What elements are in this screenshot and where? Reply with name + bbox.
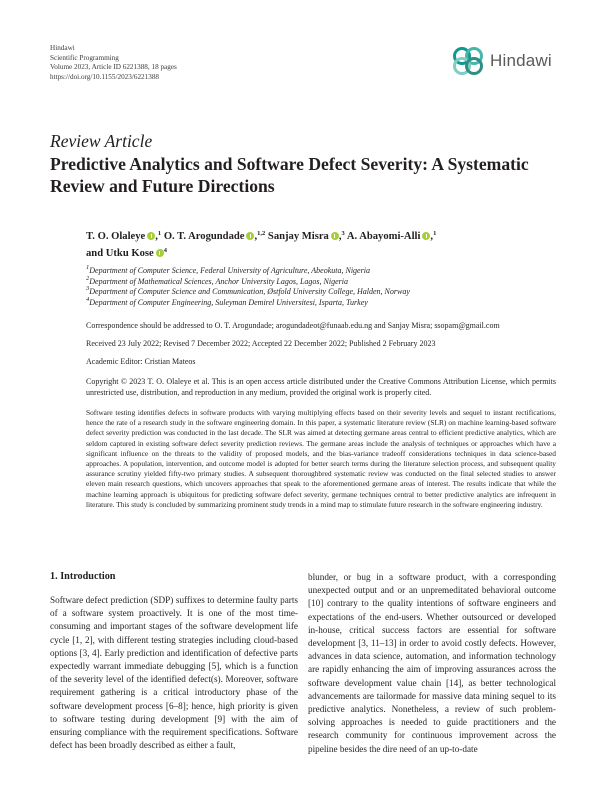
affiliation-text: Department of Computer Science and Communication, Østfold University College, Halden, Norway [89, 287, 410, 296]
author-connector: and [86, 248, 104, 259]
author-affil-ref: 1 [157, 230, 162, 237]
logo-wordmark: Hindawi [490, 51, 552, 70]
orcid-icon[interactable] [147, 232, 155, 240]
intro-column-right: blunder, or bug in a software product, with a corresponding unexpected output and or an unpremeditated behavioral outcome [10] contrary to the quality intentions of software engineers and expectations of the end-users. Whether outsourced or developed in-house, critical success factors are essential for software development [3, 11–13] in order to avoid costly defects. However, advances in data science, automation, and information technology are rapidly enhancing the aim of improving assurances across the software development value chain [14], as better technological advancements are tailormade for massive data mining sequel to its predictive analytics. Nonetheless, a review of such problem-solving approaches is needed to guide practitioners and the research community for continuous improvement across the pipeline besides the dire need of an up-to-date [308, 572, 556, 754]
affiliation-item [86, 295, 556, 309]
affiliation-list [86, 266, 556, 308]
orcid-icon[interactable] [156, 249, 164, 257]
abstract: Software testing identifies defects in software products with varying multiplying effects based on their severity levels and sequel to instant rectifications, hence the rate of a research study in the software engineering domain. In this paper, a systematic literature review (SLR) on machine learning-based software defect severity prediction was conducted in the last decade. The SLR was aimed at detecting germane areas central to efficient predictive analytics, which are seldom captured in existing software defect severity prediction reviews. The germane areas include the analysis of techniques or approaches which have a significant influence on the threats to the validity of proposed models, and the bias-variance tradeoff considerations techniques in data science-based approaches. A population, intervention, and outcome model is adopted for better search terms during the literature selection process, and subsequent quality assurance scrutiny yielded fifty-two primary studies. A subsequent thoroughbred systematic review was conducted on the final selected studies to answer eleven main research questions, which uncovers approaches that speak to the aforementioned germane areas of interest. The results indicate that while the machine learning approach is ubiquitous for predicting software defect severity, germane techniques central to better predictive analytics are infrequent in literature. This study is concluded by summarizing prominent study trends in a mind map to stimulate future research in the software engineering industry. [86, 408, 556, 509]
affiliation-num: 1 [86, 264, 90, 271]
affiliation-text: Department of Computer Engineering, Suleyman Demirel Universitesi, Isparta, Turkey [89, 297, 368, 307]
affiliation-item [86, 266, 556, 277]
doi-link[interactable]: https://doi.org/10.1155/2023/6221388 [50, 72, 160, 81]
author-name: Sanjay Misra [267, 231, 329, 242]
affiliation-item [86, 274, 556, 288]
author-name: Utku Kose [105, 248, 154, 259]
journal-header [50, 44, 177, 82]
author-name: A. Abayomi-Alli [346, 231, 421, 242]
author-affil-ref: 4 [163, 247, 167, 254]
hindawi-logo-icon [451, 47, 485, 75]
orcid-icon[interactable] [331, 232, 339, 240]
author-list: T. O. Olaleye ,$^1$ O. T. Arogundade ,$^{1,2}$ Sanjay Misra ,$^3$ A. Abayomi-Alli ,$^1$ and Utku Kose $^4$ [86, 230, 437, 259]
affiliation-item [86, 287, 556, 298]
article-type: Review Article [50, 131, 153, 151]
author-affil-ref: 1 [433, 230, 437, 237]
author-affil-ref: 3 [341, 230, 345, 237]
publication-dates: Received 23 July 2022; Revised 7 December 2022; Accepted 22 December 2022; Published 2 February 2023 [86, 339, 436, 348]
publisher-name: Hindawi [50, 44, 75, 52]
affiliation-text: Department of Mathematical Sciences, Anchor University Lagos, Lagos, Nigeria [89, 276, 348, 286]
author-name: O. T. Arogundade [163, 231, 245, 242]
affiliation-num: 3 [86, 285, 90, 292]
author-affil-ref: 1,2 [257, 230, 266, 237]
intro-column-left: Software defect prediction (SDP) suffixes to determine faulty parts of a software system proactively. It is one of the most time-consuming and important stages of the software development life cycle [1, 2], with different testing strategies including cloud-based options [3, 4]. Early prediction and identification of defective parts expectedly warrant immediate debugging [5], which is a function of the severity level of the identified defect(s). Moreover, software requirement gathering is a critical introductory phase of the software development process [6–8]; hence, high priority is given to software testing during development [9] with the aim of ensuring compliance with the requirement specifications. Software defect has been broadly described as either a fault, [50, 595, 298, 751]
section-heading: 1. Introduction [50, 571, 116, 582]
affiliation-num: 4 [86, 295, 90, 303]
copyright-notice: Copyright © 2023 T. O. Olaleye et al. This is an open access article distributed under the Creative Commons Attribution License, which permits unrestricted use, distribution, and reproduction in any medium, provided the original work is properly cited. [86, 377, 556, 397]
correspondence: Correspondence should be addressed to O. T. Arogundade; arogundadeot@funaab.edu.ng and Sanjay Misra; ssopam@gmail.com [86, 321, 500, 330]
affiliation-text: Department of Computer Science, Federal University of Agriculture, Abeokuta, Nigeria [89, 266, 370, 275]
academic-editor: Academic Editor: Cristian Mateos [86, 357, 196, 366]
paper-title: Predictive Analytics and Software Defect Severity: A Systematic Review and Future Directions [50, 154, 529, 196]
author-name: T. O. Olaleye [86, 231, 146, 242]
volume-info: Volume 2023, Article ID 6221388, 18 pages [50, 63, 177, 71]
affiliation-num: 2 [86, 274, 90, 282]
journal-name: Scientific Programming [50, 53, 119, 62]
orcid-icon[interactable] [422, 232, 430, 240]
hindawi-logo [451, 47, 552, 75]
orcid-icon[interactable] [246, 232, 254, 240]
